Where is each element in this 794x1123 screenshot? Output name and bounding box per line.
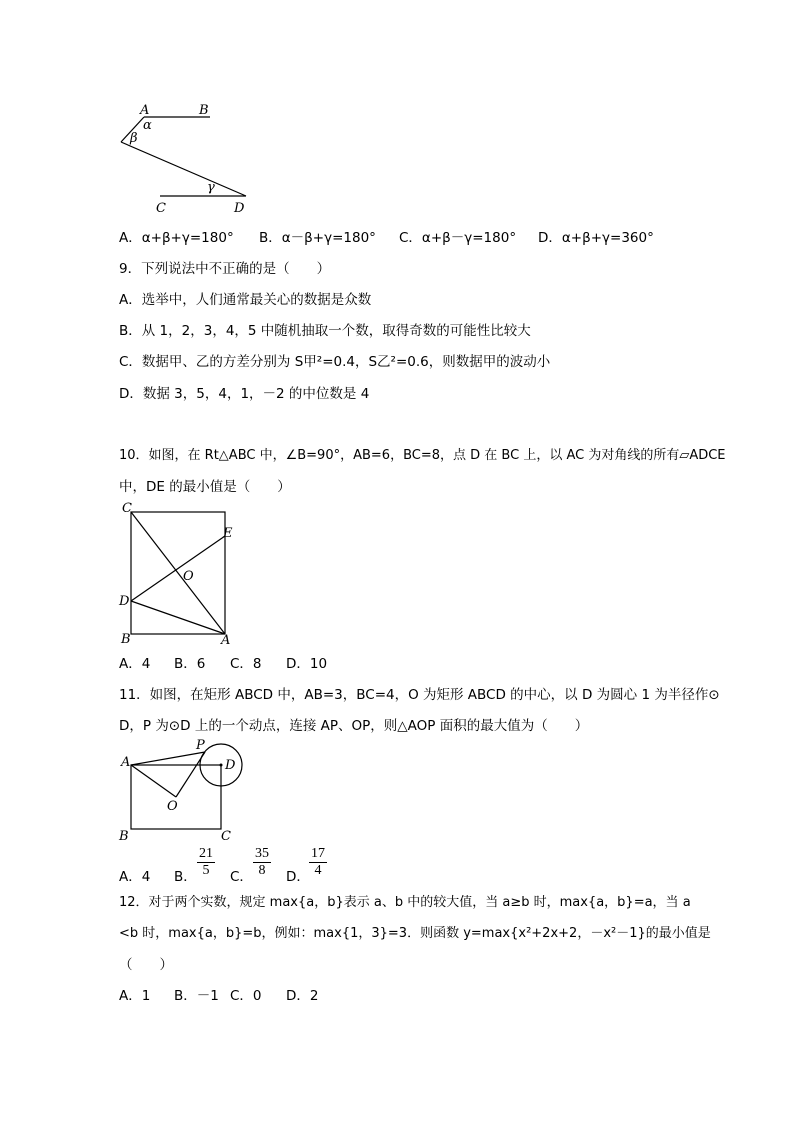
q12-option-d: D．2	[286, 988, 319, 1004]
q11-option-c-prefix: C．	[230, 869, 253, 885]
label-a: A	[121, 755, 131, 770]
label-o: O	[167, 799, 178, 814]
q9-option-d: D．数据 3，5，4，1，－2 的中位数是 4	[119, 386, 370, 402]
q12-stem-line3: （ ）	[119, 957, 173, 973]
center-dot-d	[220, 764, 223, 767]
q12-stem-line1: 12．对于两个实数，规定 max{a，b}表示 a、b 中的较大值，当 a≥b 时，max{a，b}=a，当 a	[119, 895, 691, 910]
q10-option-a: A．4	[119, 656, 151, 672]
label-a: A	[140, 103, 150, 118]
fraction-denominator: 5	[202, 863, 210, 878]
label-d: D	[234, 201, 245, 216]
figure-q10	[115, 500, 245, 650]
q10-stem-line2: 中，DE 的最小值是（ ）	[119, 479, 291, 495]
label-gamma: γ	[207, 180, 215, 195]
q10-option-c: C．8	[230, 656, 262, 672]
fraction-numerator: 21	[199, 846, 213, 861]
q11-option-d-prefix: D．	[286, 869, 310, 885]
fraction-denominator: 4	[314, 863, 322, 878]
segment-da	[131, 601, 225, 634]
label-c: C	[122, 501, 132, 516]
q11-option-b-fraction	[197, 846, 215, 879]
q8-option-d: D．α+β+γ=360°	[538, 230, 654, 246]
q12-option-c: C．0	[230, 988, 262, 1004]
label-b: B	[199, 103, 209, 118]
q8-option-c: C．α+β－γ=180°	[399, 230, 517, 246]
q9-stem: 9．下列说法中不正确的是（ ）	[119, 261, 331, 277]
segment-vertex-d	[121, 142, 246, 196]
label-c: C	[156, 201, 166, 216]
label-o: O	[183, 569, 194, 584]
label-p: P	[196, 738, 205, 753]
segment-op	[176, 752, 205, 797]
q11-option-d-fraction	[309, 846, 327, 879]
label-b: B	[121, 632, 131, 647]
label-d: D	[225, 758, 236, 773]
fraction-numerator: 35	[255, 846, 269, 861]
label-b: B	[119, 829, 129, 844]
q11-stem-line1: 11．如图，在矩形 ABCD 中，AB=3，BC=4，O 为矩形 ABCD 的中心，以 D 为圆心 1 为半径作⊙	[119, 687, 720, 703]
figure-q11	[115, 738, 255, 848]
q10-stem-line1: 10．如图，在 Rt△ABC 中，∠B=90°，AB=6，BC=8，点 D 在 BC 上，以 AC 为对角线的所有▱ADCE	[119, 448, 726, 463]
label-alpha: α	[143, 118, 152, 133]
label-beta: β	[130, 131, 138, 146]
fraction-numerator: 17	[311, 846, 325, 861]
q11-option-c-fraction	[253, 846, 271, 879]
q11-option-a: A．4	[119, 869, 151, 885]
label-a: A	[221, 633, 231, 648]
fraction-denominator: 8	[258, 863, 266, 878]
segment-ca	[131, 512, 225, 634]
q9-option-b: B．从 1，2，3，4，5 中随机抽取一个数，取得奇数的可能性比较大	[119, 323, 531, 339]
q10-option-b: B．6	[174, 656, 206, 672]
q8-option-a: A．α+β+γ=180°	[119, 230, 234, 246]
q12-stem-line2: <b 时，max{a，b}=b，例如：max{1，3}=3．则函数 y=max{x²+2x+2，－x²－1}的最小值是	[119, 926, 711, 941]
segment-de	[131, 536, 225, 601]
q10-option-d: D．10	[286, 656, 328, 672]
segment-ao	[131, 765, 176, 797]
label-e: E	[223, 526, 233, 541]
segment-ap	[131, 752, 205, 765]
q11-stem-line2: D，P 为⊙D 上的一个动点，连接 AP、OP，则△AOP 面积的最大值为（ ）	[119, 718, 589, 734]
q9-option-c: C．数据甲、乙的方差分别为 S甲²=0.4，S乙²=0.6，则数据甲的波动小	[119, 354, 551, 370]
label-c: C	[221, 829, 231, 844]
q9-option-a: A．选举中，人们通常最关心的数据是众数	[119, 292, 372, 308]
q11-option-b-prefix: B．	[174, 869, 197, 885]
q8-option-b: B．α－β+γ=180°	[259, 230, 376, 246]
q12-option-a: A．1	[119, 988, 151, 1004]
label-d: D	[119, 594, 130, 609]
figure-q8	[110, 100, 270, 215]
q12-option-b: B．－1	[174, 988, 219, 1004]
